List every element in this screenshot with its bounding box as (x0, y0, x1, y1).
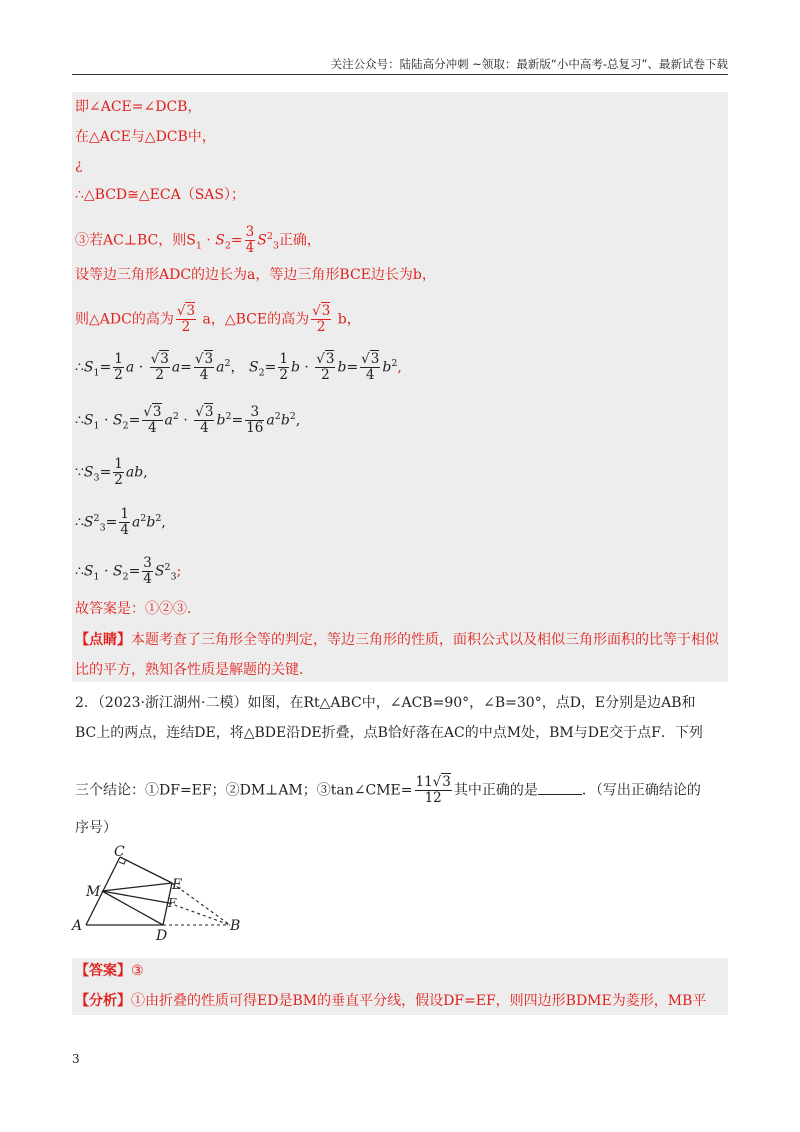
solution-line-11: $\therefore S^2_3=$ $\frac{1}{4}$ $a^2b^2$, (75, 506, 166, 538)
label-m: M (86, 884, 101, 900)
solution-line-2: 在△ACE与△DCB中， (75, 129, 216, 145)
solution-line-12: $\therefore S_1 \cdot S_2=$ $\frac{3}{4}$ $S^2_3$; (75, 555, 182, 587)
s1s2-prefix: ③若AC⊥BC，则S (75, 232, 196, 249)
analysis-line (75, 991, 706, 1011)
problem-line-4: 序号） (75, 820, 117, 836)
page-header: 关注公众号：陆陆高分冲刺 ~领取：最新版“小中高考-总复习”、最新试卷下载 (330, 57, 728, 71)
solution-line-10: $\because S_3=$ $\frac{1}{2}$ ab, (75, 456, 148, 488)
edge-fb (169, 903, 230, 925)
problem-line-3: 三个结论：①DF=EF；②DM⊥AM；③tan∠CME= $\frac{11√3}{12}$ 其中正确的是 ．（写出正确结论的 (75, 774, 701, 806)
solution-line-8: $\therefore S_1=$ $\frac{1}{2}$ a · $\frac{√3}{2}$ a= $\frac{√3}{4}$ $a^2$， $S_2=$ $\frac{1}{2}$ b · $\frac{√3}{2}$ b= $\frac{√3}{4}$ $b^2$, (75, 351, 402, 383)
solution-line-5: ③若AC⊥BC，则$S_1 \cdot S_2=$ $\frac{3}{4}$ $S^2_3$正确， (75, 224, 321, 256)
header-rule (72, 74, 728, 75)
analysis-tag: 【分析】 (75, 993, 131, 1009)
answer-value: ③ (131, 963, 144, 979)
solution-conclusion: 故答案是：①②③. (75, 601, 192, 617)
height-bce-label: a，△BCE的高为 (202, 311, 310, 328)
solution-line-3: ¿ (75, 157, 83, 173)
problem-line-2: BC上的两点，连结DE，将△BDE沿DE折叠，点B恰好落在AC的中点M处，BM与DE交于点F．下列 (75, 725, 703, 741)
label-b: B (230, 918, 241, 934)
solution-line-1: 即∠ACE=∠DCB， (75, 99, 202, 115)
edge-me (102, 883, 172, 891)
comment-line-1 (75, 630, 719, 650)
answer-tag: 【答案】 (75, 963, 131, 979)
page-number: 3 (72, 1052, 80, 1066)
comment-tag: 【点睛】 (75, 632, 131, 648)
problem-text-1: 如图，在Rt△ABC中，∠ACB=90°，∠B=30°，点D，E分别是边AB和 (247, 695, 696, 711)
problem-source: （2023·浙江湖州·二模） (97, 695, 248, 711)
solution-line-7: 则△ADC的高为 $\frac{√3}{2}$ a，△BCE的高为 $\frac{√3}{2}$ b， (75, 303, 361, 335)
problem-text-3a: 三个结论：①DF=EF；②DM⊥AM；③tan∠CME= (75, 782, 413, 799)
height-b-label: b， (337, 311, 361, 328)
answer-blank[interactable] (538, 782, 582, 795)
edge-ce (120, 857, 172, 883)
solution-line-6: 设等边三角形ADC的边长为a，等边三角形BCE边长为b， (75, 267, 436, 283)
analysis-text: ①由折叠的性质可得ED是BM的垂直平分线，假设DF=EF，则四边形BDME为菱形，MB平 (131, 993, 707, 1009)
height-adc-label: 则△ADC的高为 (75, 311, 174, 328)
label-e: E (172, 877, 183, 893)
solution-shade (72, 92, 728, 682)
solution-line-4: ∴△BCD≅△ECA（SAS）； (75, 187, 245, 203)
answer-line (75, 961, 144, 981)
label-d: D (156, 928, 168, 943)
problem-text-3c: ．（写出正确结论的 (581, 782, 701, 799)
label-a: A (72, 918, 83, 934)
label-c: C (114, 844, 125, 860)
s1s2-suffix: 正确， (278, 232, 321, 249)
solution-line-9: $\therefore S_1 \cdot S_2=$ $\frac{√3}{4}$ $a^2$ · $\frac{√3}{4}$ $b^2=$ $\frac{3}{16}$ $a^2b^2$, (75, 404, 301, 436)
problem-line-1 (75, 693, 696, 713)
label-f: F (168, 896, 177, 910)
triangle-figure (68, 843, 268, 943)
problem-text-3b: 其中正确的是 (453, 782, 538, 799)
comment-line-2: 比的平方，熟知各性质是解题的关键. (75, 662, 304, 678)
comment-text-1: 本题考查了三角形全等的判定，等边三角形的性质，面积公式以及相似三角形面积的比等于相似 (131, 632, 719, 648)
problem-number: 2． (75, 695, 98, 711)
